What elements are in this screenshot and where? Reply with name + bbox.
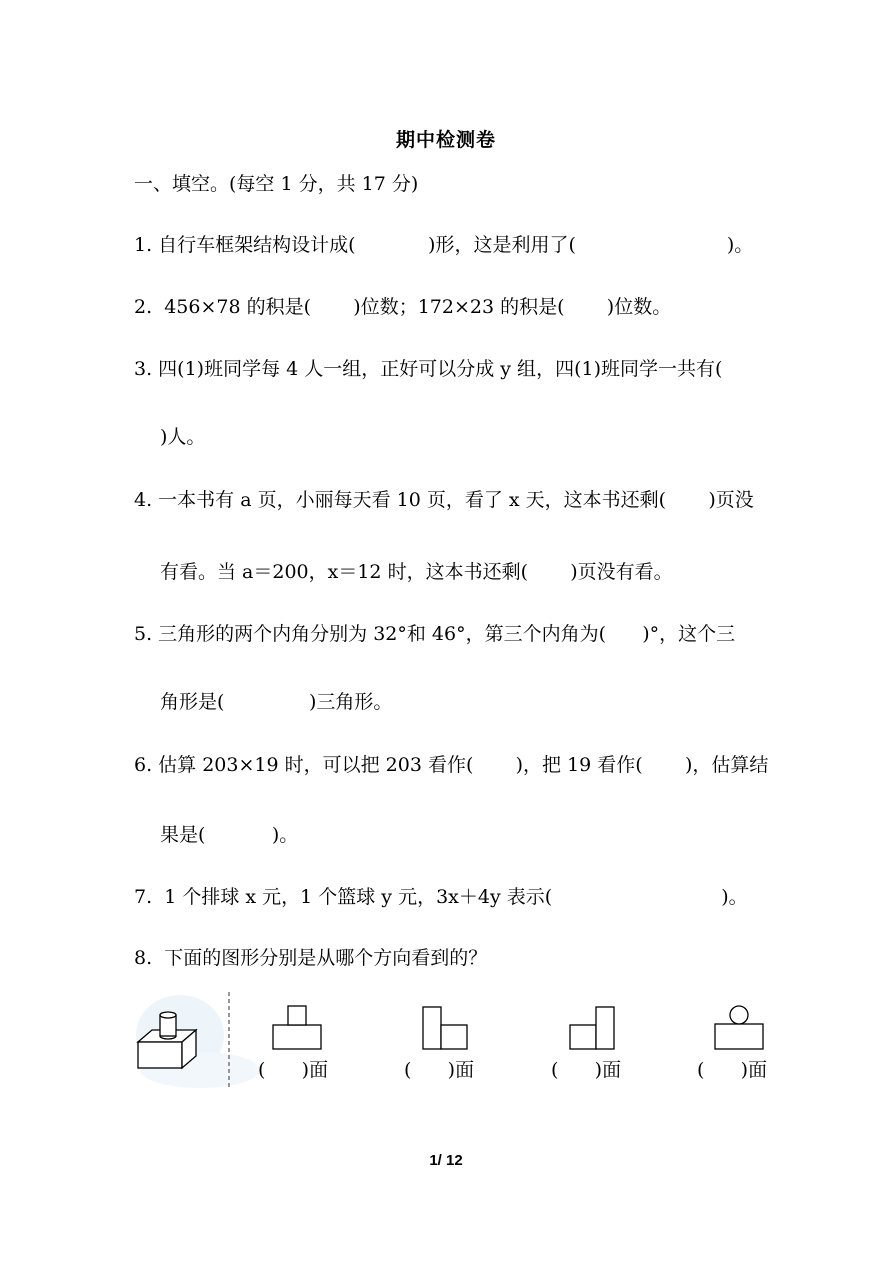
view-figure-1 [273, 1006, 321, 1049]
view-caption-3: ( )面 [551, 1059, 622, 1081]
view-figure-3 [570, 1007, 614, 1049]
question-3-line-2: )人。 [160, 426, 206, 448]
question-2: 2. 456×78 的积是( )位数；172×23 的积是( )位数。 [134, 296, 672, 318]
question-6-line-2: 果是( )。 [160, 824, 299, 846]
question-4-line-2: 有看。当 a＝200，x＝12 时，这本书还剩( )页没有看。 [160, 561, 673, 583]
question-1: 1. 自行车框架结构设计成( )形，这是利用了( )。 [134, 234, 754, 256]
page-number: 1/ 12 [429, 1152, 463, 1169]
question-6-line-1: 6. 估算 203×19 时，可以把 203 看作( )，把 19 看作( )，估算结 [134, 754, 769, 776]
view-figure-4 [715, 1006, 763, 1049]
question-3-line-1: 3. 四(1)班同学每 4 人一组，正好可以分成 y 组，四(1)班同学一共有( [134, 358, 723, 380]
question-5-line-1: 5. 三角形的两个内角分别为 32°和 46°，第三个内角为( )°，这个三 [134, 623, 736, 645]
question-8: 8. 下面的图形分别是从哪个方向看到的？ [134, 947, 488, 969]
view-caption-1: ( )面 [258, 1059, 329, 1081]
question-5-line-2: 角形是( )三角形。 [160, 691, 393, 713]
page-title: 期中检测卷 [395, 129, 496, 151]
section-heading: 一、填空。(每空 1 分，共 17 分) [134, 173, 419, 195]
view-figures [130, 990, 790, 1100]
question-7: 7. 1 个排球 x 元，1 个篮球 y 元，3x＋4y 表示( )。 [134, 886, 748, 908]
question-4-line-1: 4. 一本书有 a 页，小丽每天看 10 页，看了 x 天，这本书还剩( )页没 [134, 489, 754, 511]
view-caption-4: ( )面 [697, 1059, 768, 1081]
view-figure-2 [423, 1007, 467, 1049]
view-caption-2: ( )面 [404, 1059, 475, 1081]
